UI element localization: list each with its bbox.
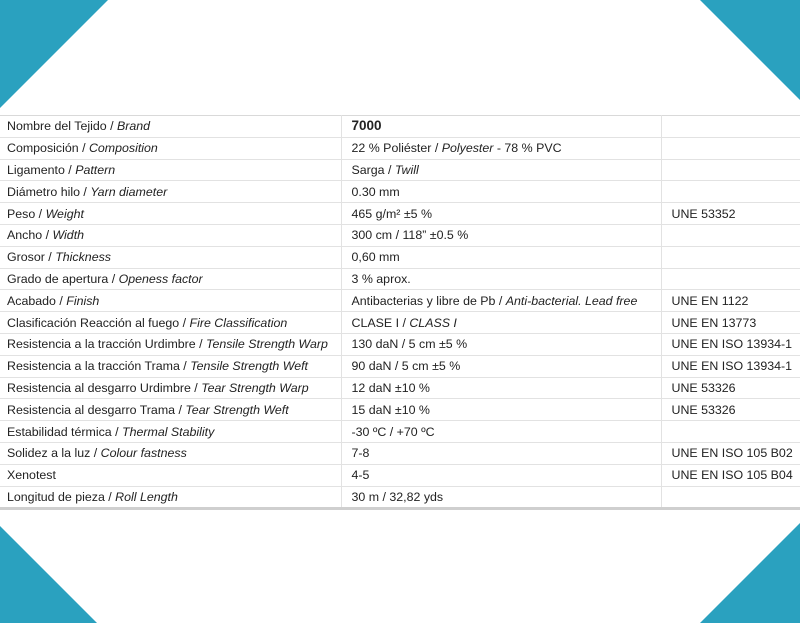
property-label-es: Grado de apertura /: [7, 271, 119, 286]
property-value-es: 3 % aprox.: [351, 271, 411, 286]
property-label-en: Composition: [88, 141, 158, 156]
property-label-cell: [0, 312, 341, 334]
property-norm-cell: [661, 442, 800, 464]
property-value-es: 15 daN ±10 %: [351, 402, 430, 417]
property-label-es: Resistencia al desgarro Trama /: [7, 402, 186, 417]
property-value-cell: [341, 355, 661, 377]
property-norm-cell: [661, 421, 800, 443]
property-norm-cell: [661, 224, 800, 246]
property-label-cell: [0, 159, 341, 181]
table-row: [0, 290, 800, 312]
property-norm-cell: [661, 137, 800, 159]
property-value-cell: [341, 116, 661, 138]
spec-table-body: [0, 116, 800, 509]
property-label-en: Thickness: [55, 250, 111, 265]
property-norm-cell: [661, 355, 800, 377]
property-label-cell: [0, 268, 341, 290]
corner-decoration-bottom-right: [700, 523, 800, 623]
property-label-es: Resistencia a la tracción Urdimbre /: [7, 337, 207, 352]
property-norm-cell: [661, 333, 800, 355]
property-value-cell: [341, 312, 661, 334]
property-label-en: Tear Strength Warp: [201, 380, 309, 395]
property-value-cell: [341, 137, 661, 159]
property-label-es: Composición /: [7, 141, 89, 156]
property-label-es: Ligamento /: [7, 162, 76, 177]
property-value-cell: [341, 268, 661, 290]
table-row: [0, 224, 800, 246]
property-value-cell: [341, 181, 661, 203]
table-row: [0, 203, 800, 225]
table-row: [0, 333, 800, 355]
property-norm: UNE EN ISO 13934-1: [671, 359, 793, 374]
property-norm-cell: [661, 268, 800, 290]
property-label-en: Weight: [45, 206, 84, 221]
property-value-cell: [341, 399, 661, 421]
property-value-cell: [341, 377, 661, 399]
property-norm-cell: [661, 203, 800, 225]
property-norm-cell: [661, 399, 800, 421]
property-value-es: 7-8: [351, 446, 370, 461]
corner-decoration-top-left: [0, 0, 108, 108]
property-norm-cell: [661, 312, 800, 334]
property-norm: UNE EN ISO 105 B02: [671, 446, 793, 461]
property-label-en: Yarn diameter: [90, 184, 168, 199]
table-row: [0, 442, 800, 464]
property-value-en: CLASS I: [409, 315, 457, 330]
property-label-en: Width: [52, 228, 85, 243]
property-label-en: Tear Strength Weft: [185, 402, 289, 417]
property-value-cell: [341, 246, 661, 268]
property-value-es: 300 cm / 118” ±0.5 %: [351, 228, 469, 243]
property-norm: UNE EN ISO 105 B04: [671, 468, 793, 483]
property-label-es: Nombre del Tejido /: [7, 119, 117, 134]
property-label-cell: [0, 442, 341, 464]
property-label-cell: [0, 464, 341, 486]
property-value-cell: [341, 486, 661, 509]
property-norm: UNE EN 13773: [671, 315, 757, 330]
property-value-es: 0.30 mm: [351, 184, 400, 199]
property-label-en: Brand: [116, 119, 151, 134]
property-norm-cell: [661, 377, 800, 399]
table-row: [0, 355, 800, 377]
property-value-es: -30 ºC / +70 ºC: [351, 424, 435, 439]
table-row: [0, 181, 800, 203]
property-norm-cell: [661, 181, 800, 203]
property-value-es: 465 g/m² ±5 %: [351, 206, 432, 221]
table-row: [0, 486, 800, 509]
property-value-cell: [341, 159, 661, 181]
corner-decoration-top-right: [700, 0, 800, 100]
table-row: [0, 246, 800, 268]
property-norm-cell: [661, 290, 800, 312]
property-value-en: Twill: [394, 162, 419, 177]
spec-table: [0, 115, 800, 510]
property-label-es: Estabilidad térmica /: [7, 424, 123, 439]
property-label-cell: [0, 355, 341, 377]
table-row: [0, 159, 800, 181]
property-label-en: Tensile Strength Warp: [206, 337, 328, 352]
property-label-es: Peso /: [7, 206, 46, 221]
property-norm: UNE 53352: [671, 206, 736, 221]
property-label-es: Clasificación Reacción al fuego /: [7, 315, 190, 330]
property-norm: UNE EN ISO 13934-1: [671, 337, 793, 352]
property-label-cell: [0, 486, 341, 509]
property-label-cell: [0, 377, 341, 399]
table-row: [0, 464, 800, 486]
property-norm-cell: [661, 246, 800, 268]
property-label-cell: [0, 246, 341, 268]
table-row: [0, 377, 800, 399]
property-value-tail: - 78 % PVC: [493, 141, 562, 156]
property-label-en: Thermal Stability: [122, 424, 215, 439]
property-label-cell: [0, 181, 341, 203]
property-label-es: Ancho /: [7, 228, 53, 243]
property-value-cell: [341, 464, 661, 486]
property-norm-cell: [661, 116, 800, 138]
property-label-cell: [0, 224, 341, 246]
property-value-es: 90 daN / 5 cm ±5 %: [351, 359, 461, 374]
property-label-es: Acabado /: [7, 293, 67, 308]
corner-decoration-bottom-left: [0, 526, 97, 623]
property-norm-cell: [661, 464, 800, 486]
property-label-en: Finish: [66, 293, 100, 308]
property-label-es: Diámetro hilo /: [7, 184, 91, 199]
property-label-cell: [0, 333, 341, 355]
property-value-en: Anti-bacterial. Lead free: [505, 293, 638, 308]
property-value-cell: [341, 333, 661, 355]
property-norm: UNE 53326: [671, 380, 736, 395]
property-label-en: Colour fastness: [100, 446, 187, 461]
property-label-en: Pattern: [75, 162, 116, 177]
table-row: [0, 116, 800, 138]
table-row: [0, 312, 800, 334]
property-value-es: 0,60 mm: [351, 250, 400, 265]
table-row: [0, 137, 800, 159]
table-row: [0, 268, 800, 290]
property-label-es: Grosor /: [7, 250, 56, 265]
property-value-es: Antibacterias y libre de Pb /: [351, 293, 506, 308]
property-value-es: 7000: [351, 118, 382, 134]
property-label-en: Fire Classification: [189, 315, 288, 330]
property-label-cell: [0, 290, 341, 312]
property-value-cell: [341, 224, 661, 246]
property-norm-cell: [661, 486, 800, 509]
property-value-es: 22 % Poliéster /: [351, 141, 442, 156]
table-row: [0, 421, 800, 443]
table-row: [0, 399, 800, 421]
property-value-es: 4-5: [351, 468, 370, 483]
property-value-es: Sarga /: [351, 162, 395, 177]
property-label-es: Solidez a la luz /: [7, 446, 101, 461]
property-label-cell: [0, 116, 341, 138]
property-label-es: Xenotest: [7, 468, 56, 483]
property-norm-cell: [661, 159, 800, 181]
property-norm: UNE 53326: [671, 402, 736, 417]
property-label-cell: [0, 421, 341, 443]
property-value-en: Polyester: [441, 141, 494, 156]
property-label-en: Openess factor: [118, 271, 203, 286]
property-label-en: Tensile Strength Weft: [190, 359, 308, 374]
property-label-cell: [0, 203, 341, 225]
property-label-cell: [0, 137, 341, 159]
property-value-es: CLASE I /: [351, 315, 410, 330]
property-value-es: 130 daN / 5 cm ±5 %: [351, 337, 468, 352]
property-value-cell: [341, 290, 661, 312]
property-value-cell: [341, 421, 661, 443]
property-label-es: Resistencia al desgarro Urdimbre /: [7, 380, 202, 395]
property-value-es: 12 daN ±10 %: [351, 380, 430, 395]
property-label-cell: [0, 399, 341, 421]
property-label-es: Longitud de pieza /: [7, 489, 116, 504]
property-norm: UNE EN 1122: [671, 293, 749, 308]
property-label-es: Resistencia a la tracción Trama /: [7, 359, 191, 374]
property-value-cell: [341, 203, 661, 225]
property-label-en: Roll Length: [115, 489, 178, 504]
property-value-cell: [341, 442, 661, 464]
property-value-es: 30 m / 32,82 yds: [351, 489, 444, 504]
